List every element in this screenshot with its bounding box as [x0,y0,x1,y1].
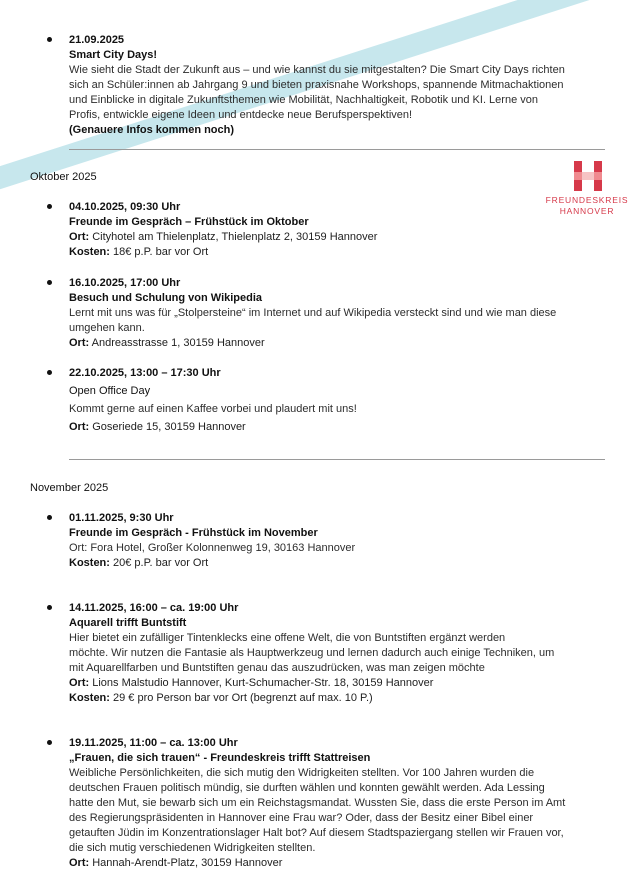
event-description-line: und Einblicke in digitale Zukunftsthemen wie Mobilität, Nachhaltigkeit, Robotik und KI. Lerne von [69,94,538,106]
cost-value: 18€ p.P. bar vor Ort [109,246,209,258]
bullet-icon [47,740,52,745]
event-date: 16.10.2025, 17:00 Uhr [69,277,181,289]
section-divider [69,149,605,150]
bullet-icon [47,204,52,209]
event-description-line: sich an Schüler:innen ab Jahrgang 9 und bieten praxisnahe Workshops, spannende Mitmachaktionen [69,79,564,91]
event-date: 21.09.2025 [69,34,125,46]
event-description-line: mit Aquarellfarben und Buntstiften genau das auszudrücken, was man zeigen möchte [69,662,485,674]
section-divider [69,459,605,460]
event-date: 01.11.2025, 9:30 Uhr [69,512,174,524]
event-date: 14.11.2025, 16:00 – ca. 19:00 Uhr [69,602,239,614]
event-description-line: Ort: Fora Hotel, Großer Kolonnenweg 19, 30163 Hannover [69,542,356,554]
event-date: 04.10.2025, 09:30 Uhr [69,201,181,213]
event-description-line: die sich mutig verschiedenen Widrigkeiten stellten. [69,842,316,854]
location-value: Lions Malstudio Hannover, Kurt-Schumacher-Str. 18, 30159 Hannover [89,677,434,689]
bullet-icon [47,37,52,42]
bullet-icon [47,515,52,520]
event-description-line: deutschen Frauen politisch mündig, sie durften wählen und konnten gewählt werden. Ada Lessing [69,782,545,794]
event-cost [69,556,614,571]
bullet-icon [47,280,52,285]
event-note: (Genauere Infos kommen noch) [69,124,235,136]
event-title: Aquarell trifft Buntstift [69,617,187,629]
event-item [47,200,612,260]
event-title: Besuch und Schulung von Wikipedia [69,292,263,304]
cost-label: Kosten: [69,557,110,569]
event-location [69,420,614,435]
location-label: Ort: [69,677,90,689]
event-date: 22.10.2025, 13:00 – 17:30 Uhr [69,367,221,379]
event-location [69,856,614,871]
location-label: Ort: [69,231,90,243]
event-item [47,601,612,706]
location-label: Ort: [69,337,90,349]
event-cost [69,691,614,706]
event-title: Freunde im Gespräch - Frühstück im November [69,527,318,539]
event-description-line: getauften Jüdin im Konzentrationslager Halt bot? Auf diesem Stadtspaziergang stellen wir Frauen vor, [69,827,564,839]
event-item [47,511,612,571]
event-description-line: Kommt gerne auf einen Kaffee vorbei und plaudert mit uns! [69,403,357,415]
event-item [47,736,612,871]
location-value: Goseriede 15, 30159 Hannover [89,421,246,433]
event-description-line: Lernt mit uns was für „Stolpersteine“ im Internet und auf Wikipedia versteckt sind und wie man diese [69,307,557,319]
location-value: Hannah-Arendt-Platz, 30159 Hannover [89,857,283,869]
event-location [69,230,614,245]
logo-line-1: FREUNDESKREIS [545,195,629,205]
event-item [47,366,612,435]
event-title: Open Office Day [69,385,151,397]
event-description-line: möchte. Wir nutzen die Fantasie als Hauptwerkzeug und lernen dadurch auch einige Techniken, um [69,647,555,659]
event-description-line: Profis, entwickle eigene Ideen und entdecke neue Berufsperspektiven! [69,109,413,121]
month-heading: Oktober 2025 [30,171,97,183]
event-cost [69,245,614,260]
event-title: Freunde im Gespräch – Frühstück im Oktober [69,216,309,228]
cost-label: Kosten: [69,246,110,258]
event-description-line: umgehen kann. [69,322,145,334]
event-item [47,276,612,351]
event-description-line: des Regierungspräsidenten in Hannover eine Frau war? Oder, dass der Besitz einer Bibel einer [69,812,534,824]
logo-line-2: HANNOVER [559,206,615,216]
logo-mark-icon [574,161,604,191]
event-title: „Frauen, die sich trauen“ - Freundeskreis trifft Stattreisen [69,752,371,764]
cost-value: 20€ p.P. bar vor Ort [109,557,209,569]
bullet-icon [47,605,52,610]
event-title: Smart City Days! [69,49,158,61]
event-description-line: Weibliche Persönlichkeiten, die sich mutig den Widrigkeiten stellten. Vor 100 Jahren wurden die [69,767,535,779]
bullet-icon [47,370,52,375]
event-description-line: Hier bietet ein zufälliger Tintenklecks eine offene Welt, die von Buntstiften ergänzt werden [69,632,506,644]
cost-value: 29 € pro Person bar vor Ort (begrenzt auf max. 10 P.) [109,692,373,704]
location-value: Cityhotel am Thielenplatz, Thielenplatz 2, 30159 Hannover [89,231,378,243]
location-value: Andreasstrasse 1, 30159 Hannover [89,337,265,349]
month-heading: November 2025 [30,482,109,494]
location-label: Ort: [69,857,90,869]
location-label: Ort: [69,421,90,433]
event-description-line: Wie sieht die Stadt der Zukunft aus – und wie kannst du sie mitgestalten? Die Smart City Days richten [69,64,565,76]
cost-label: Kosten: [69,692,110,704]
event-description-line: hatte den Mut, sie bewarb sich um ein Reichstagsmandat. Wussten Sie, dass die erste Person im Amt [69,797,566,809]
event-location [69,676,614,691]
event-item [47,33,612,138]
event-location [69,336,614,351]
event-date: 19.11.2025, 11:00 – ca. 13:00 Uhr [69,737,238,749]
